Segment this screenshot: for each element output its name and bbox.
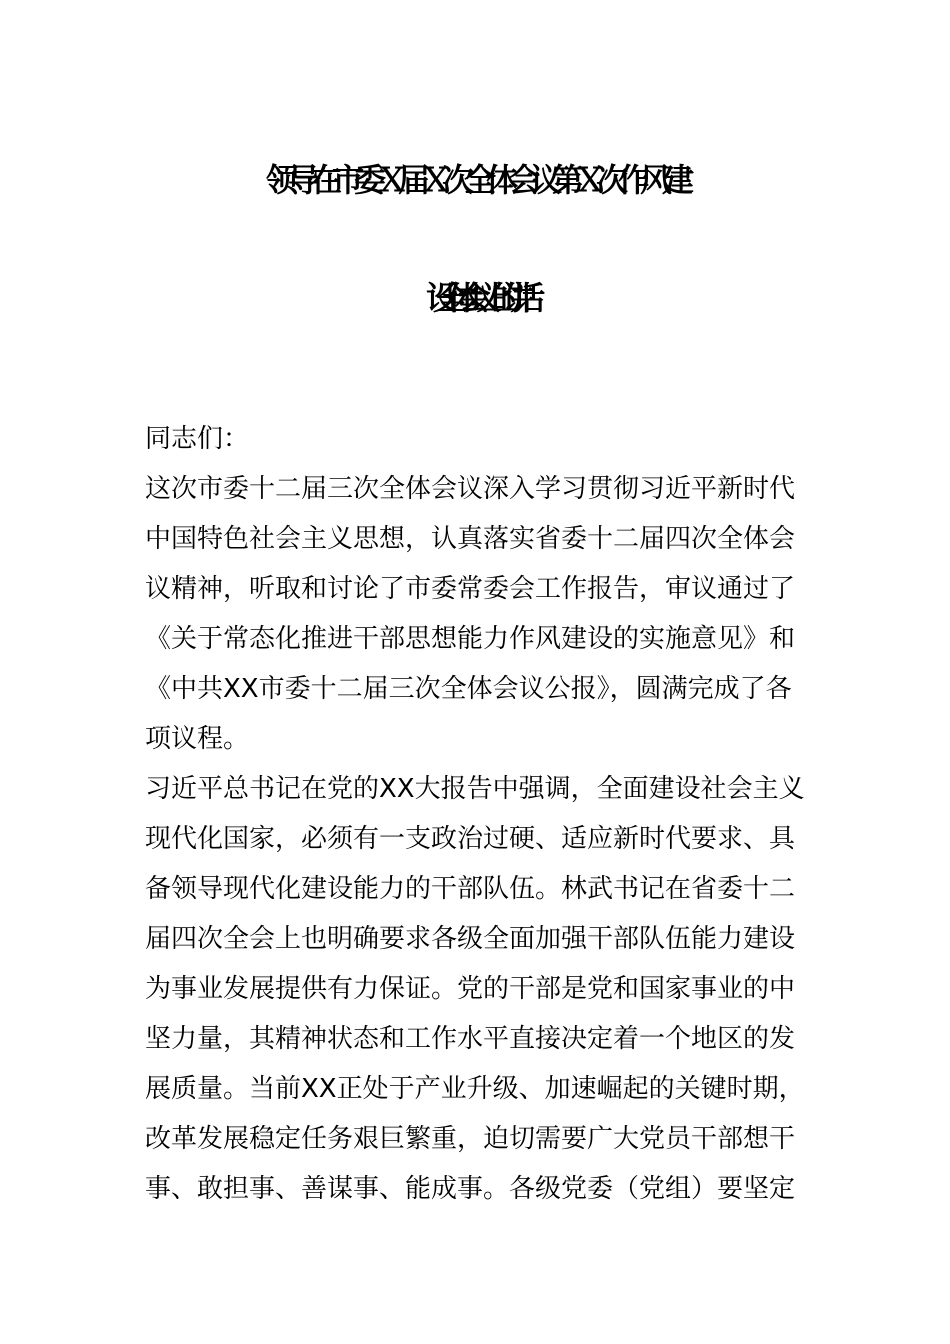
body-line: 改革发展稳定任务艰巨繁重，迫切需要广大党员干部想干 [145,1124,796,1154]
title-line-1: 领导在市委Ｘ届Ｘ次全体会议第Ｘ次作风建 [265,161,684,199]
body-line: 《关于常态化推进干部思想能力作风建设的实施意见》和 [145,624,796,654]
body-line: 备领导现代化建设能力的干部队伍。林武书记在省委十二 [145,874,796,904]
body-line: 展质量。当前XX正处于产业升级、加速崛起的关键时期， [145,1074,805,1104]
body-line: 《中共XX市委十二届三次全体会议公报》，圆满完成了各 [145,674,792,704]
body-line: 坚力量，其精神状态和工作水平直接决定着一个地区的发 [145,1024,796,1054]
body-line: 议精神，听取和讨论了市委常委会工作报告，审议通过了 [145,574,796,604]
body-line: 这次市委十二届三次全体会议深入学习贯彻习近平新时代 [145,474,796,504]
body-line: 项议程。 [145,724,250,754]
body-line: 现代化国家，必须有一支政治过硬、适应新时代要求、具 [145,824,796,854]
body-line: 中国特色社会主义思想，认真落实省委十二届四次全体会 [145,524,796,554]
body-line: 届四次全会上也明确要求各级全面加强干部队伍能力建设 [145,924,796,954]
body-line: 为事业发展提供有力保证。党的干部是党和国家事业的中 [145,974,796,1004]
body-line: 习近平总书记在党的XX大报告中强调，全面建设社会主义 [145,774,805,804]
body-line-salutation: 同志们： [145,424,250,454]
title-line-2: 设全体会议上的讲话 [425,279,524,317]
body-line: 事、敢担事、善谋事、能成事。各级党委（党组）要坚定 [145,1174,796,1204]
